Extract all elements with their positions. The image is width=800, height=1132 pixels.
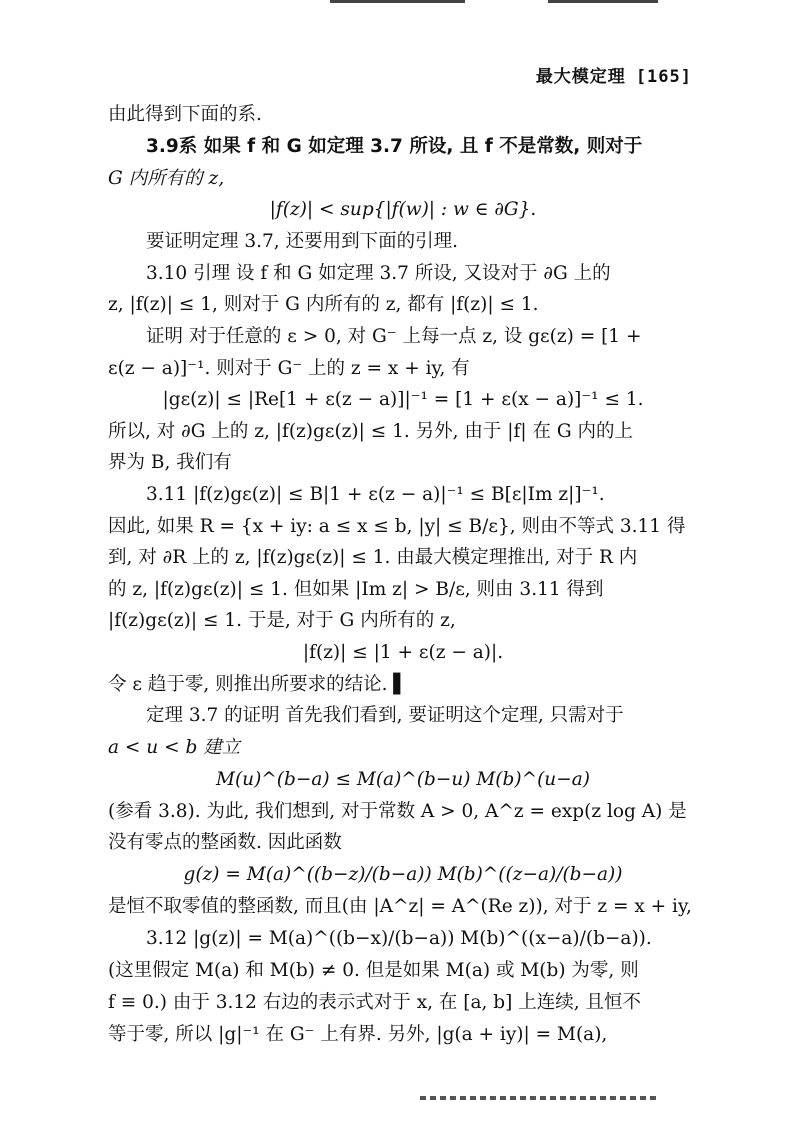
text-line: 的 z, |f(z)gε(z)| ≤ 1. 但如果 |Im z| > B/ε, 则由 3.11 得到	[108, 579, 604, 600]
text-line: 等于零, 所以 |g|⁻¹ 在 G⁻ 上有界. 另外, |g(a + iy)| = M(a),	[108, 1024, 608, 1045]
lemma-heading-line: 3.10 引理 设 f 和 G 如定理 3.7 所设, 又设对于 ∂G 上的	[146, 263, 611, 284]
header-title: 最大模定理	[535, 67, 626, 87]
display-equation: |f(z)| ≤ |1 + ε(z − a)|.	[302, 642, 504, 663]
text-line: 所以, 对 ∂G 上的 z, |f(z)gε(z)| ≤ 1. 另外, 由于 |f| 在 G 内的上	[108, 421, 634, 442]
text-line: ε(z − a)]⁻¹. 则对于 G⁻ 上的 z = x + iy, 有	[108, 358, 470, 379]
text-line: 是恒不取零值的整函数, 而且(由 |A^z| = A^(Re z)), 对于 z = x + iy,	[108, 896, 692, 917]
text-line: (这里假定 M(a) 和 M(b) ≠ 0. 但是如果 M(a) 或 M(b) 为零, 则	[108, 960, 639, 981]
text-line: 由此得到下面的系.	[108, 104, 262, 125]
text-line: G 内所有的 z,	[108, 168, 225, 189]
theorem-proof-heading-line: 定理 3.7 的证明 首先我们看到, 要证明这个定理, 只需对于	[146, 705, 624, 726]
display-equation: M(u)^(b−a) ≤ M(a)^(b−u) M(b)^(u−a)	[216, 769, 590, 790]
numbered-equation-3-11: 3.11 |f(z)gε(z)| ≤ B|1 + ε(z − a)|⁻¹ ≤ B[ε|Im z|]⁻¹.	[146, 484, 605, 505]
text-line: 到, 对 ∂R 上的 z, |f(z)gε(z)| ≤ 1. 由最大模定理推出, 对于 R 内	[108, 547, 638, 568]
text-line: (参看 3.8). 为此, 我们想到, 对于常数 A > 0, A^z = exp(z log A) 是	[108, 801, 687, 822]
text-line: 要证明定理 3.7, 还要用到下面的引理.	[146, 231, 458, 252]
text-line: |f(z)gε(z)| ≤ 1. 于是, 对于 G 内所有的 z,	[108, 610, 456, 631]
display-equation: g(z) = M(a)^((b−z)/(b−a)) M(b)^((z−a)/(b−a))	[183, 864, 623, 885]
text-line: 因此, 如果 R = {x + iy: a ≤ x ≤ b, |y| ≤ B/ε}, 则由不等式 3.11 得	[108, 516, 686, 537]
text-line: 界为 B, 我们有	[108, 452, 232, 473]
display-equation: |f(z)| < sup{|f(w)| : w ∈ ∂G}.	[269, 199, 537, 220]
text-line: a < u < b 建立	[108, 737, 241, 758]
text-line: f ≡ 0.) 由于 3.12 右边的表示式对于 x, 在 [a, b] 上连续, 且恒不	[108, 992, 641, 1013]
text-line: z, |f(z)| ≤ 1, 则对于 G 内所有的 z, 都有 |f(z)| ≤ 1.	[108, 294, 539, 315]
scan-artifact-bottom	[420, 1096, 660, 1100]
numbered-equation-3-12: 3.12 |g(z)| = M(a)^((b−x)/(b−a)) M(b)^((x−a)/(b−a)).	[146, 928, 652, 949]
display-equation: |gε(z)| ≤ |Re[1 + ε(z − a)]|⁻¹ = [1 + ε(x − a)]⁻¹ ≤ 1.	[162, 389, 644, 410]
corollary-heading-line: 3.9系 如果 f 和 G 如定理 3.7 所设, 且 f 不是常数, 则对于	[146, 136, 643, 157]
page-number: [165]	[635, 67, 692, 87]
scan-artifact-top	[548, 0, 658, 3]
text-line: 没有零点的整函数. 因此函数	[108, 832, 342, 853]
text-line: 令 ε 趋于零, 则推出所要求的结论. ▌	[108, 674, 408, 695]
scan-artifact-top	[330, 0, 465, 3]
proof-heading-line: 证明 对于任意的 ε > 0, 对 G⁻ 上每一点 z, 设 gε(z) = [1 +	[146, 326, 642, 347]
running-header	[536, 62, 692, 87]
